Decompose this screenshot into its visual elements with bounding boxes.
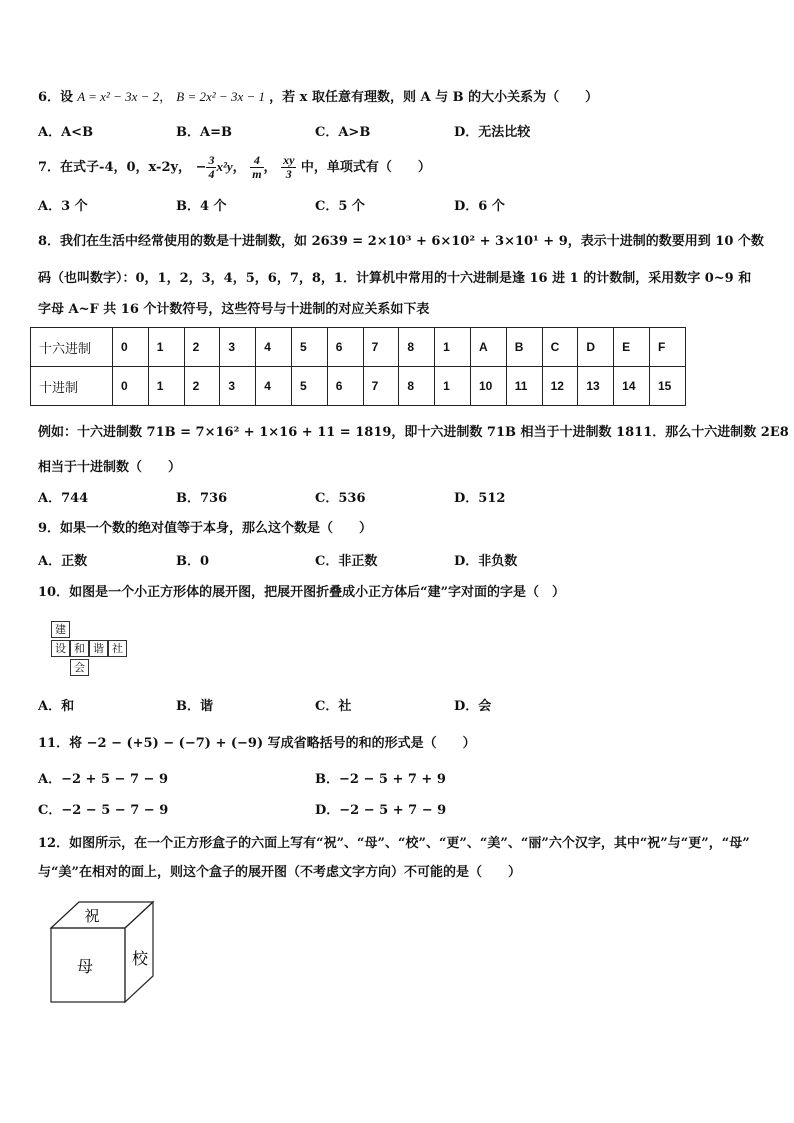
cube-top-label: 祝	[84, 907, 100, 925]
q7-prefix: 7．在式子-4，0，x-2y，	[38, 160, 192, 175]
table-cell: 3	[220, 367, 256, 406]
q11-option-a[interactable]: A．−2 + 5 − 7 − 9	[38, 772, 168, 787]
table-cell: 8	[399, 367, 435, 406]
q11-option-b[interactable]: B．−2 − 5 + 7 + 9	[315, 772, 446, 787]
table-cell: 1	[435, 328, 471, 367]
net-face: 建	[51, 621, 70, 638]
table-cell: 8	[399, 328, 435, 367]
cube-side-label: 校	[131, 949, 149, 968]
table-cell: 5	[291, 367, 327, 406]
q8-line2: 码（也叫数字）：0，1，2，3，4，5，6，7，8，1．计算机中常用的十六进制是逢 16 进 1 的计数制，采用数字 0~9 和	[38, 271, 752, 286]
table-cell: 13	[578, 367, 614, 406]
q9-stem: 9．如果一个数的绝对值等于本身，那么这个数是（ ）	[38, 521, 373, 536]
net-face: 和	[70, 640, 89, 657]
table-cell: 7	[363, 328, 399, 367]
table-cell: A	[470, 328, 506, 367]
table-cell: 7	[363, 367, 399, 406]
table-cell: E	[614, 328, 650, 367]
q7-option-d[interactable]: D．6 个	[454, 199, 505, 214]
row-header-decimal: 十进制	[31, 367, 113, 406]
cube-front-label: 母	[76, 957, 94, 976]
table-cell: B	[506, 328, 542, 367]
q11-option-d[interactable]: D．−2 − 5 + 7 − 9	[315, 803, 447, 818]
table-cell: 6	[327, 328, 363, 367]
table-cell: 12	[542, 367, 578, 406]
q11-stem: 11．将 −2 − (+5) − (−7) + (−9) 写成省略括号的和的形式是（ ）	[38, 736, 476, 751]
q7-frac1-tail: x²y	[216, 159, 233, 174]
q8-option-d[interactable]: D．512	[454, 491, 506, 506]
hex-decimal-table	[30, 327, 686, 406]
net-face: 设	[51, 640, 70, 657]
table-cell: 0	[113, 367, 149, 406]
row-header-hex: 十六进制	[31, 328, 113, 367]
q6-formula-a: A = x² − 3x − 2	[77, 89, 160, 104]
q6-prefix: 6．设	[38, 90, 74, 105]
cube-top-face	[51, 902, 153, 928]
q12-line2: 与“美”在相对的面上，则这个盒子的展开图（不考虑文字方向）不可能的是（ ）	[38, 865, 521, 880]
q7-option-c[interactable]: C．5 个	[315, 199, 365, 214]
q7-option-b[interactable]: B．4 个	[176, 199, 227, 214]
q8-option-b[interactable]: B．736	[176, 491, 228, 506]
table-cell: 3	[220, 328, 256, 367]
table-cell: 15	[649, 367, 685, 406]
q7-stem: 7．在式子-4，0，x-2y， − $\frac{3}{4}$ x²y， $\frac{4}{m}$ ， $\frac{xy}{3}$ 中，单项式有（ ）	[38, 153, 431, 181]
table-cell: 5	[291, 328, 327, 367]
q8-line3: 字母 A~F 共 16 个计数符号，这些符号与十进制的对应关系如下表	[38, 302, 430, 317]
q10-option-b[interactable]: B．谐	[176, 699, 213, 714]
table-cell: 1	[148, 367, 184, 406]
q8-example2: 相当于十进制数（ ）	[38, 460, 182, 475]
table-row-decimal	[31, 367, 686, 406]
table-cell: F	[649, 328, 685, 367]
table-cell: D	[578, 328, 614, 367]
q10-option-d[interactable]: D．会	[454, 699, 492, 714]
table-cell: 2	[184, 367, 220, 406]
q8-option-a[interactable]: A．744	[38, 491, 89, 506]
net-face: 谐	[89, 640, 108, 657]
table-cell: 0	[113, 328, 149, 367]
net-face: 社	[108, 640, 127, 657]
q7-option-a[interactable]: A．3 个	[38, 199, 88, 214]
table-row-hex	[31, 328, 686, 367]
cube-figure	[45, 896, 160, 1008]
q12-line1: 12．如图所示，在一个正方形盒子的六面上写有“祝”、“母”、“校”、“更”、“美”、“丽”六个汉字，其中“祝”与“更”，“母”	[38, 836, 750, 851]
q6-option-d[interactable]: D．无法比较	[454, 125, 531, 140]
table-cell: 4	[256, 367, 292, 406]
q6-option-b[interactable]: B．A=B	[176, 125, 232, 140]
table-cell: 10	[470, 367, 506, 406]
q7-frac1: $\frac{3}{4}$	[208, 153, 215, 181]
table-cell: 6	[327, 367, 363, 406]
q8-line1: 8．我们在生活中经常使用的数是十进制数，如 2639 = 2×10³ + 6×10² + 3×10¹ + 9，表示十进制的数要用到 10 个数	[38, 234, 764, 249]
q9-option-c[interactable]: C．非正数	[315, 554, 378, 569]
q6-suffix: ，若 x 取任意有理数，则 A 与 B 的大小关系为（ ）	[269, 90, 599, 105]
q10-option-a[interactable]: A．和	[38, 699, 75, 714]
q9-option-a[interactable]: A．正数	[38, 554, 88, 569]
q11-option-c[interactable]: C．−2 − 5 − 7 − 9	[38, 803, 169, 818]
q9-option-b[interactable]: B．0	[176, 554, 210, 569]
q10-option-c[interactable]: C．社	[315, 699, 352, 714]
q6-formula-b: B = 2x² − 3x − 1	[176, 89, 265, 104]
table-cell: 2	[184, 328, 220, 367]
q8-option-c[interactable]: C．536	[315, 491, 366, 506]
q7-frac3: $\frac{xy}{3}$	[283, 153, 295, 181]
q6-option-a[interactable]: A．A<B	[38, 125, 94, 140]
table-cell: 4	[256, 328, 292, 367]
q8-example1: 例如：十六进制数 71B = 7×16² + 1×16 + 11 = 1819，即十六进制数 71B 相当于十进制数 1811．那么十六进制数 2E8	[38, 425, 789, 440]
q10-stem: 10．如图是一个小正方形体的展开图，把展开图折叠成小正方体后“建”字对面的字是（ ）	[38, 585, 566, 600]
q7-frac2: $\frac{4}{m}$	[252, 153, 262, 181]
q6-stem: 6．设 A = x² − 3x − 2， B = 2x² − 3x − 1 ，若 x 取任意有理数，则 A 与 B 的大小关系为（ ）	[38, 89, 599, 105]
table-cell: 14	[614, 367, 650, 406]
q7-suffix: 中，单项式有（ ）	[300, 160, 431, 175]
net-face: 会	[70, 659, 89, 676]
table-cell: 1	[435, 367, 471, 406]
table-cell: 11	[506, 367, 542, 406]
q9-option-d[interactable]: D．非负数	[454, 554, 518, 569]
table-cell: C	[542, 328, 578, 367]
table-cell: 1	[148, 328, 184, 367]
q6-option-c[interactable]: C．A>B	[315, 125, 371, 140]
